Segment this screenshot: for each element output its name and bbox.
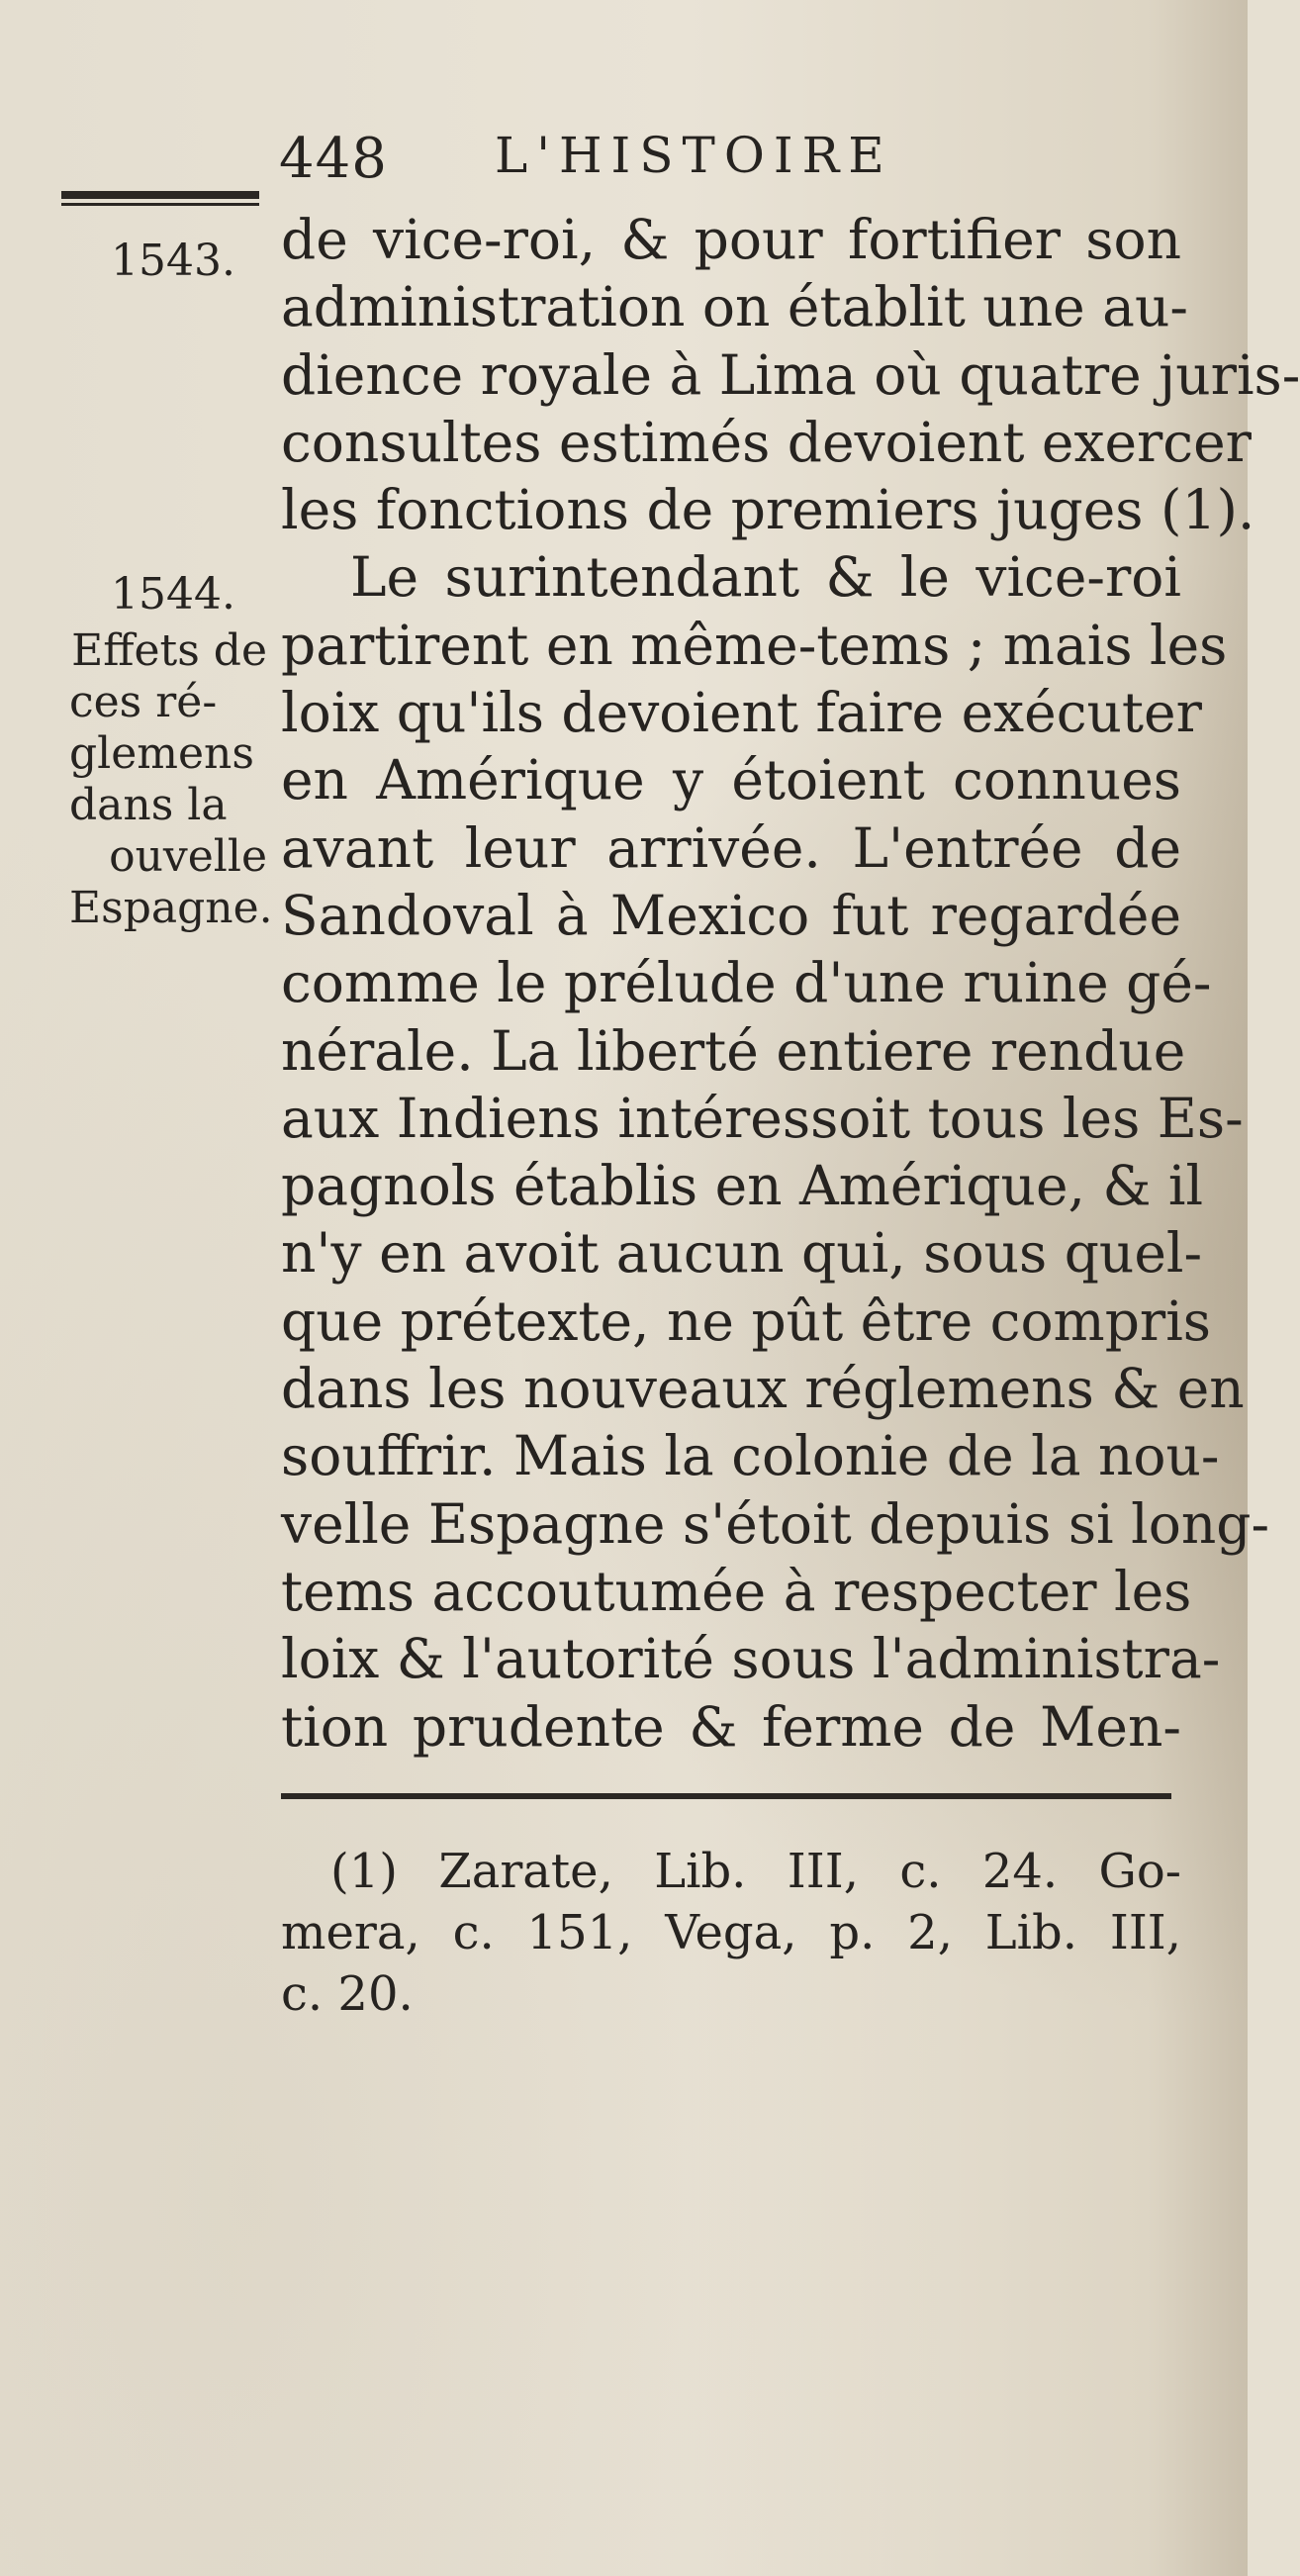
body-line: avant leur arrivée. L'entrée de [281, 815, 1181, 880]
body-line: nérale. La liberté entiere rendue [281, 1018, 1186, 1083]
body-line: Sandoval à Mexico fut regardée [281, 883, 1181, 947]
body-line: tems accoutumée à respecter les [281, 1559, 1192, 1623]
body-line: administration on établit une au- [281, 275, 1188, 339]
body-line: de vice-roi, & pour fortifier son [281, 208, 1181, 271]
margin-note-line: dans la [69, 780, 228, 830]
margin-note-line: ouvelle [109, 831, 267, 882]
body-line: loix & l'autorité sous l'administra- [281, 1627, 1221, 1691]
footnote-line: (1) Zarate, Lib. III, c. 24. Go- [330, 1844, 1181, 1899]
body-line: en Amérique y étoient connues [281, 748, 1181, 812]
header-rule-thin [61, 203, 259, 206]
margin-note-line: glemens [69, 728, 254, 779]
body-line: Le surintendant & le vice-roi [350, 545, 1181, 610]
body-line: n'y en avoit aucun qui, sous quel- [281, 1221, 1203, 1286]
header-rule [61, 191, 259, 199]
margin-note-effets [69, 625, 273, 934]
margin-year-1544: 1544. [111, 569, 235, 620]
body-line: consultes estimés devoient exercer [281, 410, 1252, 474]
body-line: velle Espagne s'étoit depuis si long- [281, 1491, 1270, 1556]
body-line: que prétexte, ne pût être compris [281, 1288, 1212, 1353]
body-line: loix qu'ils devoient faire exécuter [281, 681, 1202, 745]
margin-note-line: Effets de [71, 625, 267, 676]
margin-note-line: ces ré- [69, 677, 218, 727]
body-line: souffrir. Mais la colonie de la nou- [281, 1424, 1220, 1488]
body-line: tion prudente & ferme de Men- [281, 1694, 1181, 1759]
margin-year-1543: 1543. [111, 236, 235, 286]
body-line: les fonctions de premiers juges (1). [281, 478, 1255, 542]
body-line: pagnols établis en Amérique, & il [281, 1154, 1204, 1218]
margin-note-line: Espagne. [69, 883, 273, 933]
footnote-line: c. 20. [281, 1966, 414, 2022]
body-line: dans les nouveaux réglemens & en [281, 1357, 1245, 1421]
page-number: 448 [279, 127, 388, 191]
body-line: comme le prélude d'une ruine gé- [281, 951, 1212, 1015]
running-head: L'HISTOIRE [495, 127, 893, 184]
body-line: aux Indiens intéressoit tous les Es- [281, 1086, 1244, 1150]
body-line: partirent en même-tems ; mais les [281, 613, 1228, 677]
body-text [281, 206, 1300, 1761]
body-line: dience royale à Lima où quatre juris- [281, 342, 1300, 407]
footnote-rule [281, 1793, 1171, 1799]
footnote-line: mera, c. 151, Vega, p. 2, Lib. III, [281, 1905, 1181, 1960]
footnote [281, 1841, 1181, 2025]
